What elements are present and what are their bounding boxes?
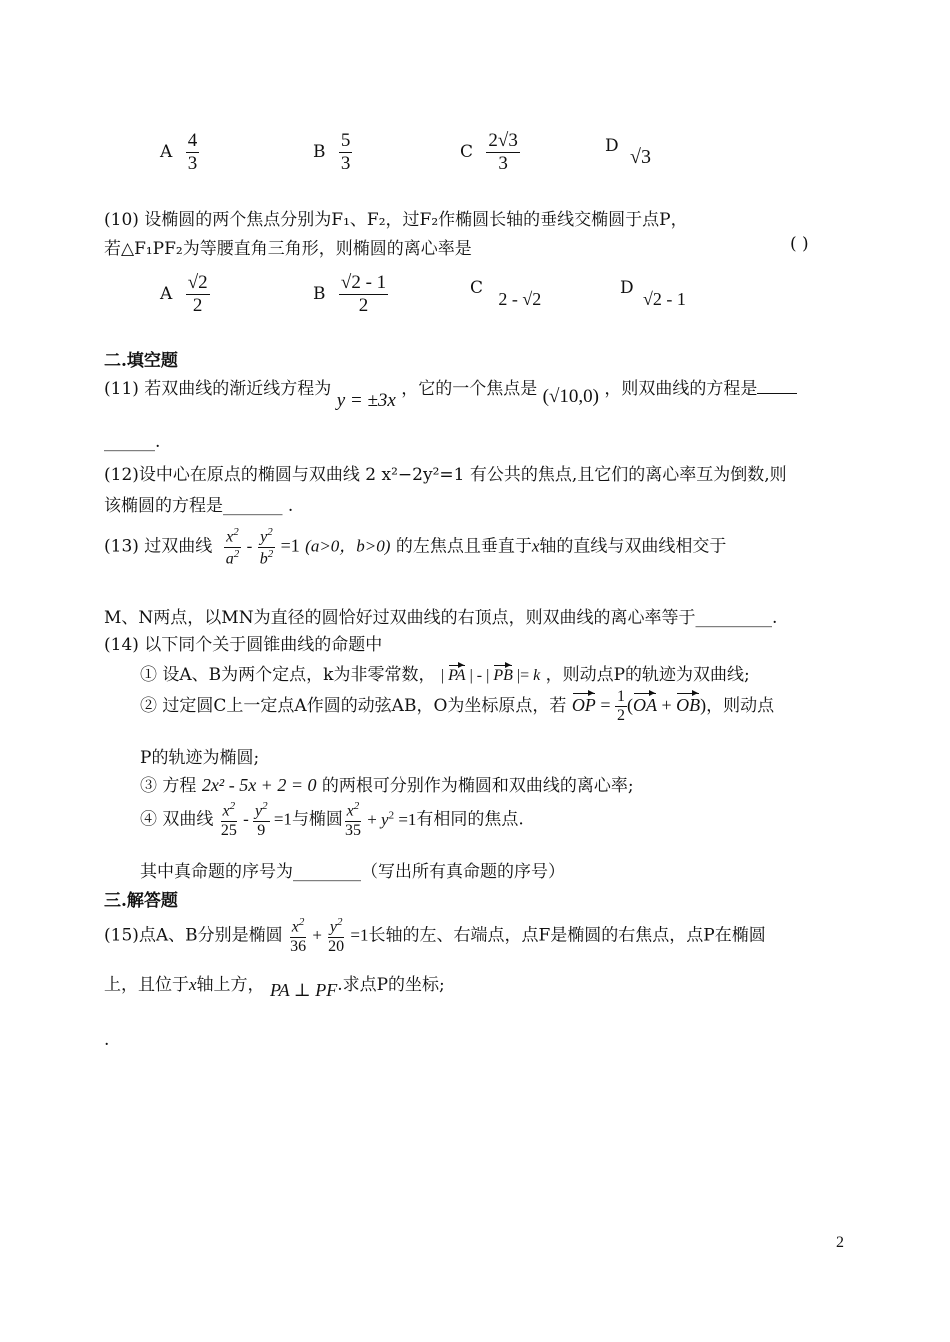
- fraction: [339, 130, 353, 175]
- q14-item2: [140, 688, 774, 726]
- q15-text: (15)点A、B分别是椭圆: [104, 925, 283, 946]
- numerator: √2: [187, 272, 208, 293]
- option-letter: B: [313, 283, 326, 304]
- q13-text: 轴的直线与双曲线相交于: [539, 536, 727, 557]
- option-letter: D: [620, 278, 634, 298]
- q15-line1: [104, 916, 766, 956]
- option-letter: B: [313, 141, 326, 162]
- fraction: [339, 272, 388, 317]
- q10-option-b: [313, 272, 388, 317]
- q14-answer: 其中真命题的序号为________（写出所有真命题的序号）: [140, 862, 565, 882]
- q13-line1: [104, 526, 726, 568]
- q11-text: ，则双曲线的方程是: [604, 379, 758, 399]
- q10-option-a: [160, 272, 210, 317]
- fraction-one-half: [615, 688, 627, 726]
- plus-sign: +: [308, 925, 327, 945]
- option-letter: A: [160, 283, 173, 304]
- q9-option-b: [313, 130, 352, 175]
- vector-ob: OB: [676, 695, 701, 716]
- denominator: 3: [498, 152, 508, 174]
- fraction-y2-9: [253, 800, 270, 840]
- vector-equation: OP = $\frac{1}{2}$ (OA + OB): [571, 688, 707, 725]
- section-heading: 三.解答题: [104, 891, 178, 911]
- q14-item3-text: 的两根可分别作为椭圆和双曲线的离心率;: [321, 776, 634, 796]
- denominator: 35: [344, 821, 361, 839]
- denominator: 9: [257, 821, 266, 839]
- fraction-x2-25: [219, 800, 239, 840]
- q14-item1-text: ① 设A、B为两个定点，k为非零常数，: [140, 665, 436, 685]
- numerator: $y^2$: [253, 800, 270, 822]
- q15-text: .求点P的坐标;: [337, 975, 445, 995]
- denominator: 2: [192, 294, 203, 316]
- q14-item2-text: ② 过定圆C上一定点A作圆的动弦AB，O为坐标原点，若: [140, 696, 567, 717]
- numerator: $x^2$: [345, 800, 362, 822]
- vector-pa: PA: [448, 667, 466, 684]
- numerator: $x^2$: [221, 800, 238, 822]
- numerator: √2 - 1: [340, 272, 387, 293]
- q14-item4: [140, 800, 524, 840]
- stray-dot: .: [104, 1030, 110, 1050]
- denominator: 3: [187, 152, 198, 174]
- q14-item2-line2: P的轨迹为椭圆;: [140, 748, 260, 768]
- answer-paren: ( ): [790, 234, 809, 254]
- denominator: 25: [220, 821, 237, 839]
- denominator: 2: [358, 294, 369, 316]
- q14-item3-text: ③ 方程: [140, 776, 197, 796]
- numerator: $y^2$: [328, 916, 345, 938]
- focus-point: (√10,0): [542, 386, 599, 407]
- q14-item3: [140, 771, 634, 796]
- quadratic-equation: 2x² - 5x + 2 = 0: [201, 775, 317, 795]
- q13-text: 的左焦点且垂直于: [395, 536, 532, 557]
- denominator: 20: [328, 937, 345, 955]
- q10-line1: (10) 设椭圆的两个焦点分别为F₁、F₂，过F₂作椭圆长轴的垂线交椭圆于点P，: [104, 210, 688, 230]
- q11-text: (11) 若双曲线的渐近线方程为: [104, 379, 332, 399]
- page-number: 2: [836, 1234, 844, 1251]
- q15-line2: [104, 970, 445, 1000]
- denominator: $a^2$: [225, 547, 240, 568]
- q14-item2-text: ，则动点: [706, 696, 775, 717]
- denominator: 3: [340, 152, 351, 174]
- vector-op: OP: [571, 695, 596, 716]
- equals-one: =1: [269, 809, 292, 829]
- q14-title: (14) 以下同个关于圆锥曲线的命题中: [104, 635, 383, 655]
- numerator: 5: [340, 130, 351, 151]
- numerator: 1: [615, 688, 627, 707]
- axis-variable: x: [531, 536, 540, 556]
- expression: √2 - 1: [643, 289, 686, 309]
- q9-option-a: [160, 130, 199, 175]
- asymptote-equation: y = ±3x: [336, 390, 396, 411]
- section-heading: 二.填空题: [104, 351, 178, 371]
- q10-option-d: [620, 277, 686, 309]
- q10-option-c: [470, 277, 542, 309]
- numerator: 4: [187, 130, 198, 151]
- q9-option-c: [460, 130, 520, 175]
- q14-item1-text: ，则动点P的轨迹为双曲线;: [545, 665, 750, 685]
- q14-item4-text: 与椭圆: [291, 809, 343, 830]
- equals-one: =1: [346, 925, 369, 945]
- fraction-y2-20: [326, 916, 346, 956]
- fraction-x2-36: [288, 916, 308, 956]
- vector-equation: | PA | - | PB |= k: [440, 667, 541, 684]
- denominator: 2: [616, 707, 625, 725]
- denominator: 36: [290, 937, 307, 955]
- option-letter: A: [160, 141, 173, 162]
- equals-one: =1: [280, 535, 300, 556]
- q15-text: 轴上方，: [196, 975, 265, 995]
- denominator: $b^2$: [259, 547, 274, 568]
- q11-blank-end: ______.: [104, 432, 161, 452]
- vector-pb: PB: [493, 667, 513, 684]
- q15-text: 长轴的左、右端点，点F是椭圆的右焦点，点P在椭圆: [368, 925, 766, 946]
- option-letter: C: [460, 141, 474, 162]
- numerator: $x^2$: [290, 916, 307, 938]
- vector-oa: OA: [632, 695, 657, 716]
- fraction: [186, 130, 200, 175]
- perpendicular-condition: PA ⊥ PF: [269, 980, 338, 1000]
- fraction-x2-a2: [224, 526, 242, 568]
- q14-item1: [140, 660, 750, 685]
- q11-text: ，它的一个焦点是: [401, 379, 538, 399]
- q12-line2: 该椭圆的方程是_______ .: [104, 496, 294, 516]
- q9-option-d: [605, 134, 652, 168]
- numerator: $x^2$: [224, 526, 241, 548]
- axis-variable: x: [189, 975, 197, 994]
- option-letter: C: [470, 278, 484, 298]
- answer-blank[interactable]: [757, 393, 797, 394]
- numerator: 2√3: [488, 130, 518, 151]
- minus-sign: -: [238, 809, 253, 829]
- q15-text: 上，且位于: [104, 975, 189, 995]
- numerator: $y^2$: [258, 526, 275, 548]
- q14-item4-text: 有相同的焦点.: [416, 809, 524, 830]
- fraction-y2-b2: [258, 526, 276, 568]
- fraction-x2-35: [343, 800, 363, 840]
- q13-line2: M、N两点，以MN为直径的圆恰好过双曲线的右顶点，则双曲线的离心率等于_________.: [104, 608, 778, 628]
- sqrt-expression: √3: [630, 146, 652, 168]
- fraction: [486, 130, 519, 175]
- option-letter: D: [605, 136, 619, 156]
- expression: 2 - √2: [498, 289, 542, 309]
- q14-item4-text: ④ 双曲线: [140, 809, 214, 830]
- plus-y2-term: + $y^2 =1$: [362, 808, 417, 829]
- q12-line1: (12)设中心在原点的椭圆与双曲线 2 x²−2y²=1 有公共的焦点,且它们的离心率互为倒数,则: [104, 465, 787, 485]
- q13-text: (13) 过双曲线: [104, 536, 213, 557]
- q10-line2: 若△F₁PF₂为等腰直角三角形，则椭圆的离心率是: [104, 239, 472, 259]
- q11-line1: [104, 374, 797, 411]
- minus-sign: -: [246, 536, 253, 556]
- fraction: [186, 272, 210, 317]
- q13-condition: (a>0，b>0): [305, 536, 391, 556]
